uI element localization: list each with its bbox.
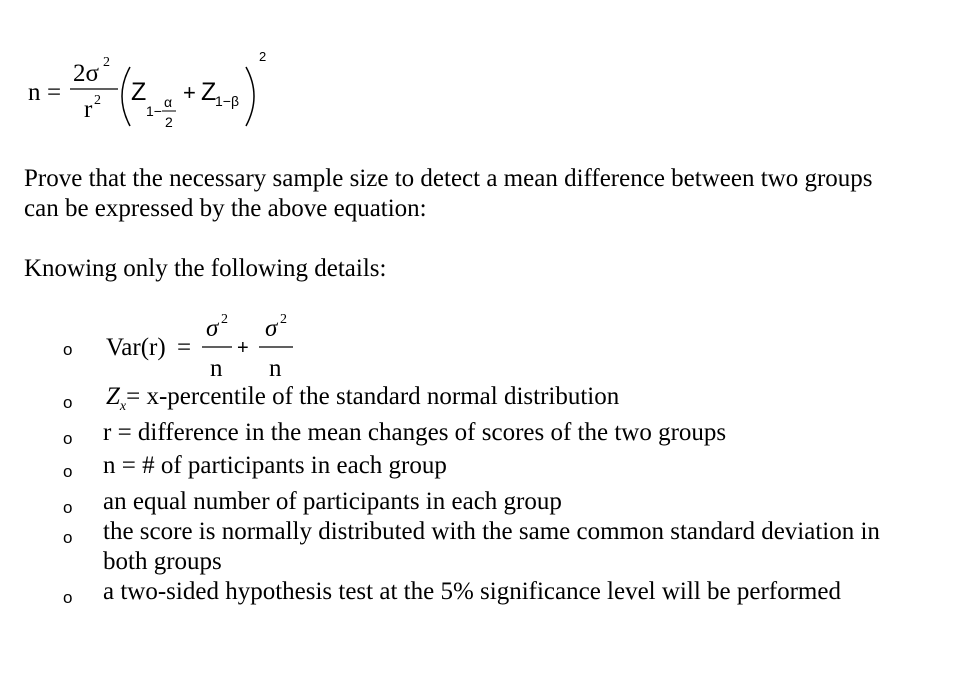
variance-equals: = [177, 334, 192, 361]
knowing-paragraph: Knowing only the following details: [24, 255, 387, 282]
equation-numerator-exponent: 2 [103, 55, 110, 70]
variance-equation [100, 306, 310, 386]
zx-definition [106, 383, 619, 415]
bullet-marker: o [63, 498, 73, 517]
bullet-marker: o [63, 462, 73, 481]
variance-frac2-exponent: 2 [280, 312, 287, 327]
bullet-marker: o [63, 393, 73, 412]
variance-frac2-denominator: n [269, 355, 282, 382]
variance-frac1-denominator: n [210, 355, 223, 382]
normal-dist-line-1: the score is normally distributed with the same common standard deviation in [103, 518, 880, 545]
equation-plus: + [183, 80, 196, 105]
z-alpha-sub-prefix: 1− [146, 103, 162, 119]
r-definition: r = difference in the mean changes of scores of the two groups [103, 419, 727, 446]
variance-frac1-numerator: σ [206, 315, 219, 342]
bullet-marker: o [63, 528, 73, 547]
zx-symbol: Z [106, 383, 120, 410]
outer-exponent: 2 [259, 49, 267, 64]
equation-denominator-exponent: 2 [94, 93, 101, 108]
variance-label: Var(r) [106, 334, 166, 361]
z-alpha-symbol: Z [131, 78, 147, 106]
right-parenthesis [246, 67, 254, 126]
bullet-marker: o [63, 429, 73, 448]
prove-paragraph-line-2: can be expressed by the above equation: [24, 195, 427, 222]
equation-denominator: r [84, 96, 93, 123]
variance-frac1-exponent: 2 [221, 312, 228, 327]
equation-equals: = [47, 79, 62, 106]
z-alpha-sub-denominator: 2 [165, 114, 173, 130]
prove-paragraph-line-1: Prove that the necessary sample size to detect a mean difference between two groups [24, 165, 873, 192]
zx-subscript: x [119, 399, 127, 414]
bullet-marker: o [63, 340, 73, 359]
variance-frac2-numerator: σ [265, 315, 278, 342]
zx-text: = x-percentile of the standard normal distribution [126, 383, 620, 410]
bullet-marker: o [63, 588, 73, 607]
z-beta-subscript: 1−β [215, 93, 240, 109]
equation-lhs: n [28, 79, 41, 106]
z-alpha-sub-numerator: α [164, 94, 173, 110]
left-parenthesis [122, 67, 130, 126]
sample-size-equation [0, 0, 968, 160]
normal-dist-line-2: both groups [103, 548, 222, 575]
n-definition: n = # of participants in each group [103, 452, 447, 479]
z-beta-symbol: Z [201, 78, 217, 106]
equation-numerator: 2σ [73, 60, 99, 87]
hypothesis-test-item: a two-sided hypothesis test at the 5% significance level will be performed [103, 578, 841, 605]
equal-number-item: an equal number of participants in each group [103, 488, 562, 515]
variance-plus: + [237, 337, 249, 359]
